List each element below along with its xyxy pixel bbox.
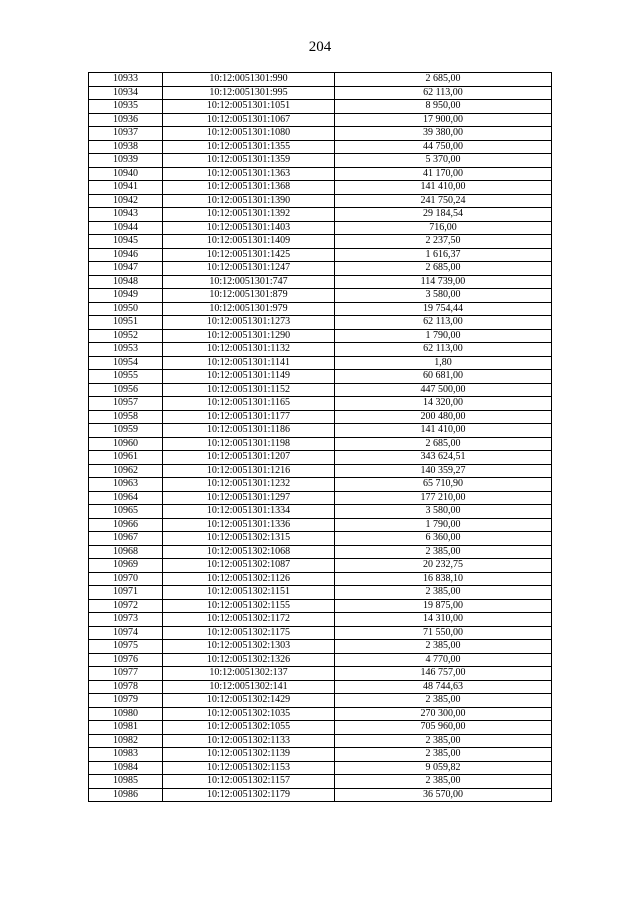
table-row bbox=[89, 221, 552, 235]
row-number-cell: 10970 bbox=[89, 572, 163, 586]
value-cell: 29 184,54 bbox=[335, 208, 552, 222]
value-cell: 343 624,51 bbox=[335, 451, 552, 465]
value-cell: 16 838,10 bbox=[335, 572, 552, 586]
cadastral-number-cell: 10:12:0051301:1290 bbox=[163, 329, 335, 343]
cadastral-number-cell: 10:12:0051301:1247 bbox=[163, 262, 335, 276]
row-number-cell: 10937 bbox=[89, 127, 163, 141]
cadastral-number-cell: 10:12:0051301:1403 bbox=[163, 221, 335, 235]
value-cell: 705 960,00 bbox=[335, 721, 552, 735]
row-number-cell: 10936 bbox=[89, 113, 163, 127]
value-cell: 19 875,00 bbox=[335, 599, 552, 613]
cadastral-number-cell: 10:12:0051301:1149 bbox=[163, 370, 335, 384]
table-row bbox=[89, 194, 552, 208]
table-row bbox=[89, 100, 552, 114]
cadastral-number-cell: 10:12:0051301:1067 bbox=[163, 113, 335, 127]
table-row bbox=[89, 370, 552, 384]
value-cell: 48 744,63 bbox=[335, 680, 552, 694]
value-cell: 2 685,00 bbox=[335, 262, 552, 276]
value-cell: 8 950,00 bbox=[335, 100, 552, 114]
row-number-cell: 10980 bbox=[89, 707, 163, 721]
row-number-cell: 10975 bbox=[89, 640, 163, 654]
value-cell: 20 232,75 bbox=[335, 559, 552, 573]
row-number-cell: 10959 bbox=[89, 424, 163, 438]
cadastral-number-cell: 10:12:0051301:1355 bbox=[163, 140, 335, 154]
cadastral-number-cell: 10:12:0051301:1141 bbox=[163, 356, 335, 370]
cadastral-number-cell: 10:12:0051301:1425 bbox=[163, 248, 335, 262]
table-row bbox=[89, 248, 552, 262]
row-number-cell: 10954 bbox=[89, 356, 163, 370]
table-row bbox=[89, 532, 552, 546]
table-row bbox=[89, 748, 552, 762]
cadastral-number-cell: 10:12:0051302:1151 bbox=[163, 586, 335, 600]
value-cell: 270 300,00 bbox=[335, 707, 552, 721]
table-row bbox=[89, 545, 552, 559]
value-cell: 3 580,00 bbox=[335, 505, 552, 519]
cadastral-number-cell: 10:12:0051301:1297 bbox=[163, 491, 335, 505]
table-row bbox=[89, 586, 552, 600]
value-cell: 60 681,00 bbox=[335, 370, 552, 384]
value-cell: 2 237,50 bbox=[335, 235, 552, 249]
row-number-cell: 10953 bbox=[89, 343, 163, 357]
cadastral-number-cell: 10:12:0051302:1172 bbox=[163, 613, 335, 627]
value-cell: 4 770,00 bbox=[335, 653, 552, 667]
row-number-cell: 10946 bbox=[89, 248, 163, 262]
row-number-cell: 10957 bbox=[89, 397, 163, 411]
table-row bbox=[89, 478, 552, 492]
value-cell: 9 059,82 bbox=[335, 761, 552, 775]
cadastral-number-cell: 10:12:0051301:1390 bbox=[163, 194, 335, 208]
row-number-cell: 10986 bbox=[89, 788, 163, 802]
cadastral-number-cell: 10:12:0051302:1126 bbox=[163, 572, 335, 586]
table-row bbox=[89, 775, 552, 789]
value-cell: 19 754,44 bbox=[335, 302, 552, 316]
row-number-cell: 10956 bbox=[89, 383, 163, 397]
value-cell: 447 500,00 bbox=[335, 383, 552, 397]
row-number-cell: 10952 bbox=[89, 329, 163, 343]
value-cell: 1 790,00 bbox=[335, 329, 552, 343]
cadastral-number-cell: 10:12:0051301:1207 bbox=[163, 451, 335, 465]
cadastral-number-cell: 10:12:0051301:1232 bbox=[163, 478, 335, 492]
table-body bbox=[89, 73, 552, 802]
cadastral-number-cell: 10:12:0051301:879 bbox=[163, 289, 335, 303]
cadastral-number-cell: 10:12:0051301:1409 bbox=[163, 235, 335, 249]
cadastral-number-cell: 10:12:0051302:1303 bbox=[163, 640, 335, 654]
table-row bbox=[89, 275, 552, 289]
row-number-cell: 10982 bbox=[89, 734, 163, 748]
table-row bbox=[89, 599, 552, 613]
value-cell: 2 385,00 bbox=[335, 775, 552, 789]
value-cell: 2 385,00 bbox=[335, 586, 552, 600]
cadastral-number-cell: 10:12:0051301:1336 bbox=[163, 518, 335, 532]
table-row bbox=[89, 302, 552, 316]
table-row bbox=[89, 626, 552, 640]
row-number-cell: 10958 bbox=[89, 410, 163, 424]
row-number-cell: 10974 bbox=[89, 626, 163, 640]
cadastral-number-cell: 10:12:0051301:1359 bbox=[163, 154, 335, 168]
cadastral-number-cell: 10:12:0051301:1392 bbox=[163, 208, 335, 222]
table-row bbox=[89, 316, 552, 330]
table-row bbox=[89, 667, 552, 681]
row-number-cell: 10962 bbox=[89, 464, 163, 478]
row-number-cell: 10934 bbox=[89, 86, 163, 100]
row-number-cell: 10964 bbox=[89, 491, 163, 505]
value-cell: 2 385,00 bbox=[335, 640, 552, 654]
value-cell: 62 113,00 bbox=[335, 86, 552, 100]
cadastral-number-cell: 10:12:0051301:995 bbox=[163, 86, 335, 100]
cadastral-number-cell: 10:12:0051301:979 bbox=[163, 302, 335, 316]
table-row bbox=[89, 262, 552, 276]
cadastral-number-cell: 10:12:0051301:1216 bbox=[163, 464, 335, 478]
value-cell: 44 750,00 bbox=[335, 140, 552, 154]
row-number-cell: 10960 bbox=[89, 437, 163, 451]
table-row bbox=[89, 464, 552, 478]
value-cell: 17 900,00 bbox=[335, 113, 552, 127]
table-row bbox=[89, 653, 552, 667]
cadastral-number-cell: 10:12:0051302:1429 bbox=[163, 694, 335, 708]
cadastral-number-cell: 10:12:0051301:990 bbox=[163, 73, 335, 87]
cadastral-number-cell: 10:12:0051302:1175 bbox=[163, 626, 335, 640]
value-cell: 2 685,00 bbox=[335, 73, 552, 87]
row-number-cell: 10938 bbox=[89, 140, 163, 154]
value-cell: 2 385,00 bbox=[335, 734, 552, 748]
cadastral-number-cell: 10:12:0051302:1179 bbox=[163, 788, 335, 802]
row-number-cell: 10955 bbox=[89, 370, 163, 384]
value-cell: 146 757,00 bbox=[335, 667, 552, 681]
cadastral-number-cell: 10:12:0051302:137 bbox=[163, 667, 335, 681]
value-cell: 1 616,37 bbox=[335, 248, 552, 262]
table-row bbox=[89, 734, 552, 748]
row-number-cell: 10968 bbox=[89, 545, 163, 559]
table-row bbox=[89, 518, 552, 532]
value-cell: 62 113,00 bbox=[335, 316, 552, 330]
cadastral-number-cell: 10:12:0051302:1315 bbox=[163, 532, 335, 546]
value-cell: 65 710,90 bbox=[335, 478, 552, 492]
cadastral-number-cell: 10:12:0051301:1165 bbox=[163, 397, 335, 411]
cadastral-number-cell: 10:12:0051301:1132 bbox=[163, 343, 335, 357]
cadastral-number-cell: 10:12:0051301:747 bbox=[163, 275, 335, 289]
row-number-cell: 10979 bbox=[89, 694, 163, 708]
cadastral-number-cell: 10:12:0051302:141 bbox=[163, 680, 335, 694]
cadastral-number-cell: 10:12:0051301:1051 bbox=[163, 100, 335, 114]
table-row bbox=[89, 694, 552, 708]
row-number-cell: 10945 bbox=[89, 235, 163, 249]
row-number-cell: 10973 bbox=[89, 613, 163, 627]
cadastral-number-cell: 10:12:0051301:1177 bbox=[163, 410, 335, 424]
table-row bbox=[89, 127, 552, 141]
table-row bbox=[89, 707, 552, 721]
row-number-cell: 10985 bbox=[89, 775, 163, 789]
cadastral-number-cell: 10:12:0051302:1068 bbox=[163, 545, 335, 559]
value-cell: 2 385,00 bbox=[335, 694, 552, 708]
row-number-cell: 10939 bbox=[89, 154, 163, 168]
value-cell: 14 320,00 bbox=[335, 397, 552, 411]
cadastral-number-cell: 10:12:0051301:1186 bbox=[163, 424, 335, 438]
value-cell: 14 310,00 bbox=[335, 613, 552, 627]
table-row bbox=[89, 343, 552, 357]
cadastral-number-cell: 10:12:0051302:1326 bbox=[163, 653, 335, 667]
value-cell: 716,00 bbox=[335, 221, 552, 235]
cadastral-number-cell: 10:12:0051301:1273 bbox=[163, 316, 335, 330]
cadastral-number-cell: 10:12:0051302:1139 bbox=[163, 748, 335, 762]
page-number: 204 bbox=[308, 39, 332, 55]
row-number-cell: 10984 bbox=[89, 761, 163, 775]
value-cell: 39 380,00 bbox=[335, 127, 552, 141]
cadastral-number-cell: 10:12:0051301:1152 bbox=[163, 383, 335, 397]
cadastral-number-cell: 10:12:0051302:1133 bbox=[163, 734, 335, 748]
table-row bbox=[89, 410, 552, 424]
value-cell: 2 385,00 bbox=[335, 748, 552, 762]
table-row bbox=[89, 505, 552, 519]
row-number-cell: 10965 bbox=[89, 505, 163, 519]
row-number-cell: 10935 bbox=[89, 100, 163, 114]
cadastral-number-cell: 10:12:0051302:1157 bbox=[163, 775, 335, 789]
table-row bbox=[89, 167, 552, 181]
table-row bbox=[89, 113, 552, 127]
row-number-cell: 10972 bbox=[89, 599, 163, 613]
row-number-cell: 10977 bbox=[89, 667, 163, 681]
table-row bbox=[89, 491, 552, 505]
value-cell: 6 360,00 bbox=[335, 532, 552, 546]
cadastral-number-cell: 10:12:0051302:1035 bbox=[163, 707, 335, 721]
table-row bbox=[89, 329, 552, 343]
cadastral-number-cell: 10:12:0051301:1080 bbox=[163, 127, 335, 141]
row-number-cell: 10981 bbox=[89, 721, 163, 735]
cadastral-number-cell: 10:12:0051302:1153 bbox=[163, 761, 335, 775]
table-row bbox=[89, 788, 552, 802]
table-row bbox=[89, 181, 552, 195]
row-number-cell: 10963 bbox=[89, 478, 163, 492]
value-cell: 241 750,24 bbox=[335, 194, 552, 208]
cadastral-number-cell: 10:12:0051301:1363 bbox=[163, 167, 335, 181]
row-number-cell: 10950 bbox=[89, 302, 163, 316]
table-row bbox=[89, 383, 552, 397]
value-cell: 1,80 bbox=[335, 356, 552, 370]
value-cell: 41 170,00 bbox=[335, 167, 552, 181]
table-row bbox=[89, 572, 552, 586]
value-cell: 2 385,00 bbox=[335, 545, 552, 559]
row-number-cell: 10971 bbox=[89, 586, 163, 600]
table-row bbox=[89, 761, 552, 775]
table-row bbox=[89, 559, 552, 573]
cadastral-value-table bbox=[88, 72, 552, 802]
value-cell: 2 685,00 bbox=[335, 437, 552, 451]
table-row bbox=[89, 451, 552, 465]
cadastral-number-cell: 10:12:0051301:1198 bbox=[163, 437, 335, 451]
value-cell: 200 480,00 bbox=[335, 410, 552, 424]
row-number-cell: 10966 bbox=[89, 518, 163, 532]
table-row bbox=[89, 437, 552, 451]
value-cell: 5 370,00 bbox=[335, 154, 552, 168]
value-cell: 71 550,00 bbox=[335, 626, 552, 640]
row-number-cell: 10978 bbox=[89, 680, 163, 694]
row-number-cell: 10949 bbox=[89, 289, 163, 303]
value-cell: 114 739,00 bbox=[335, 275, 552, 289]
row-number-cell: 10947 bbox=[89, 262, 163, 276]
row-number-cell: 10944 bbox=[89, 221, 163, 235]
table-row bbox=[89, 289, 552, 303]
cadastral-number-cell: 10:12:0051302:1155 bbox=[163, 599, 335, 613]
table-row bbox=[89, 424, 552, 438]
row-number-cell: 10941 bbox=[89, 181, 163, 195]
row-number-cell: 10967 bbox=[89, 532, 163, 546]
row-number-cell: 10948 bbox=[89, 275, 163, 289]
table-row bbox=[89, 613, 552, 627]
table-row bbox=[89, 86, 552, 100]
table-row bbox=[89, 640, 552, 654]
row-number-cell: 10976 bbox=[89, 653, 163, 667]
value-cell: 141 410,00 bbox=[335, 181, 552, 195]
row-number-cell: 10951 bbox=[89, 316, 163, 330]
value-cell: 140 359,27 bbox=[335, 464, 552, 478]
row-number-cell: 10942 bbox=[89, 194, 163, 208]
row-number-cell: 10933 bbox=[89, 73, 163, 87]
cadastral-number-cell: 10:12:0051302:1087 bbox=[163, 559, 335, 573]
table-row bbox=[89, 73, 552, 87]
value-cell: 141 410,00 bbox=[335, 424, 552, 438]
table-row bbox=[89, 397, 552, 411]
row-number-cell: 10983 bbox=[89, 748, 163, 762]
value-cell: 177 210,00 bbox=[335, 491, 552, 505]
row-number-cell: 10969 bbox=[89, 559, 163, 573]
value-cell: 36 570,00 bbox=[335, 788, 552, 802]
row-number-cell: 10943 bbox=[89, 208, 163, 222]
table-row bbox=[89, 140, 552, 154]
row-number-cell: 10940 bbox=[89, 167, 163, 181]
table-row bbox=[89, 680, 552, 694]
cadastral-number-cell: 10:12:0051301:1368 bbox=[163, 181, 335, 195]
table-row bbox=[89, 356, 552, 370]
table-row bbox=[89, 208, 552, 222]
table-row bbox=[89, 235, 552, 249]
row-number-cell: 10961 bbox=[89, 451, 163, 465]
cadastral-number-cell: 10:12:0051301:1334 bbox=[163, 505, 335, 519]
cadastral-number-cell: 10:12:0051302:1055 bbox=[163, 721, 335, 735]
table-row bbox=[89, 721, 552, 735]
value-cell: 62 113,00 bbox=[335, 343, 552, 357]
table-row bbox=[89, 154, 552, 168]
value-cell: 1 790,00 bbox=[335, 518, 552, 532]
value-cell: 3 580,00 bbox=[335, 289, 552, 303]
